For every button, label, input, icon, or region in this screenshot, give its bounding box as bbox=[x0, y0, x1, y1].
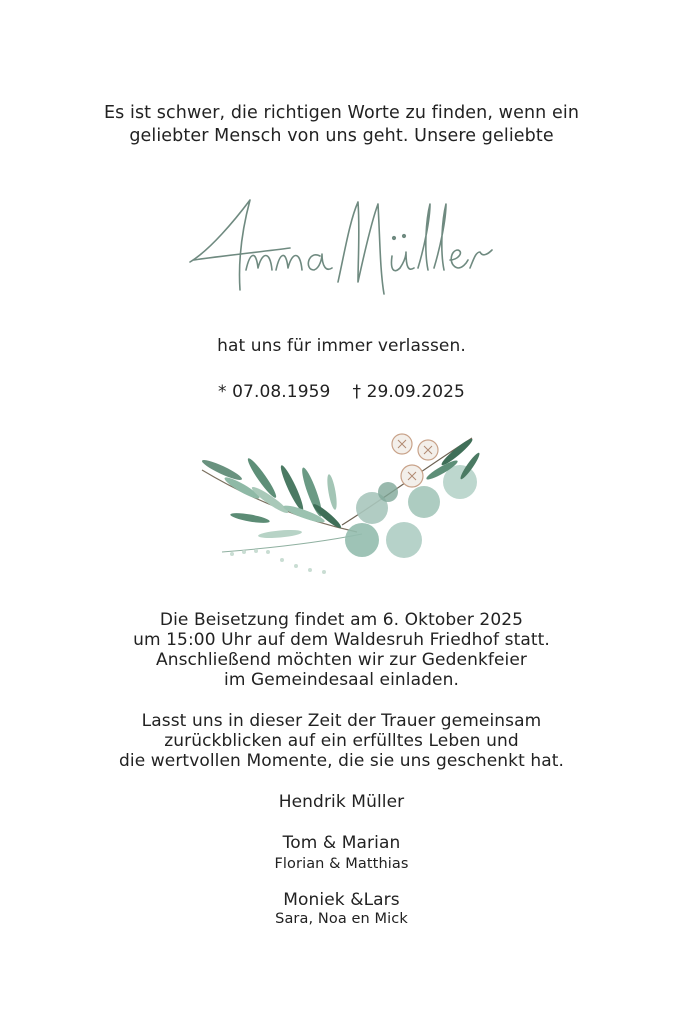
deceased-name-script bbox=[180, 190, 510, 305]
funeral-info-line-4: im Gemeindesaal einladen. bbox=[224, 670, 459, 690]
funeral-info-line-1: Die Beisetzung findet am 6. Oktober 2025 bbox=[159, 610, 524, 630]
passed-away-line: hat uns für immer verlassen. bbox=[217, 336, 466, 356]
funeral-info-line-2: um 15:00 Uhr auf dem Waldesruh Friedhof statt. bbox=[133, 630, 550, 650]
signature-2: Tom & Marian bbox=[282, 833, 401, 853]
signature-1: Hendrik Müller bbox=[278, 792, 405, 812]
birth-date: * 07.08.1959 bbox=[218, 382, 331, 402]
intro-line-1: Es ist schwer, die richtigen Worte zu finden, wenn ein bbox=[103, 103, 580, 123]
death-date: † 29.09.2025 bbox=[352, 382, 465, 402]
signature-3: Moniek &Lars bbox=[283, 890, 400, 910]
closing-line-2: zurückblicken auf ein erfülltes Leben und bbox=[164, 731, 519, 751]
closing-line-3: die wertvollen Momente, die sie uns geschenkt hat. bbox=[119, 751, 564, 771]
signature-3-sub: Sara, Noa en Mick bbox=[275, 911, 408, 927]
closing-line-1: Lasst uns in dieser Zeit der Trauer gemeinsam bbox=[141, 711, 542, 731]
eucalyptus-sprig-illustration bbox=[192, 430, 492, 580]
life-dates bbox=[0, 382, 683, 402]
signature-2-sub: Florian & Matthias bbox=[274, 856, 409, 872]
intro-line-2: geliebter Mensch von uns geht. Unsere geliebte bbox=[129, 126, 554, 146]
funeral-info-line-3: Anschließend möchten wir zur Gedenkfeier bbox=[155, 650, 528, 670]
